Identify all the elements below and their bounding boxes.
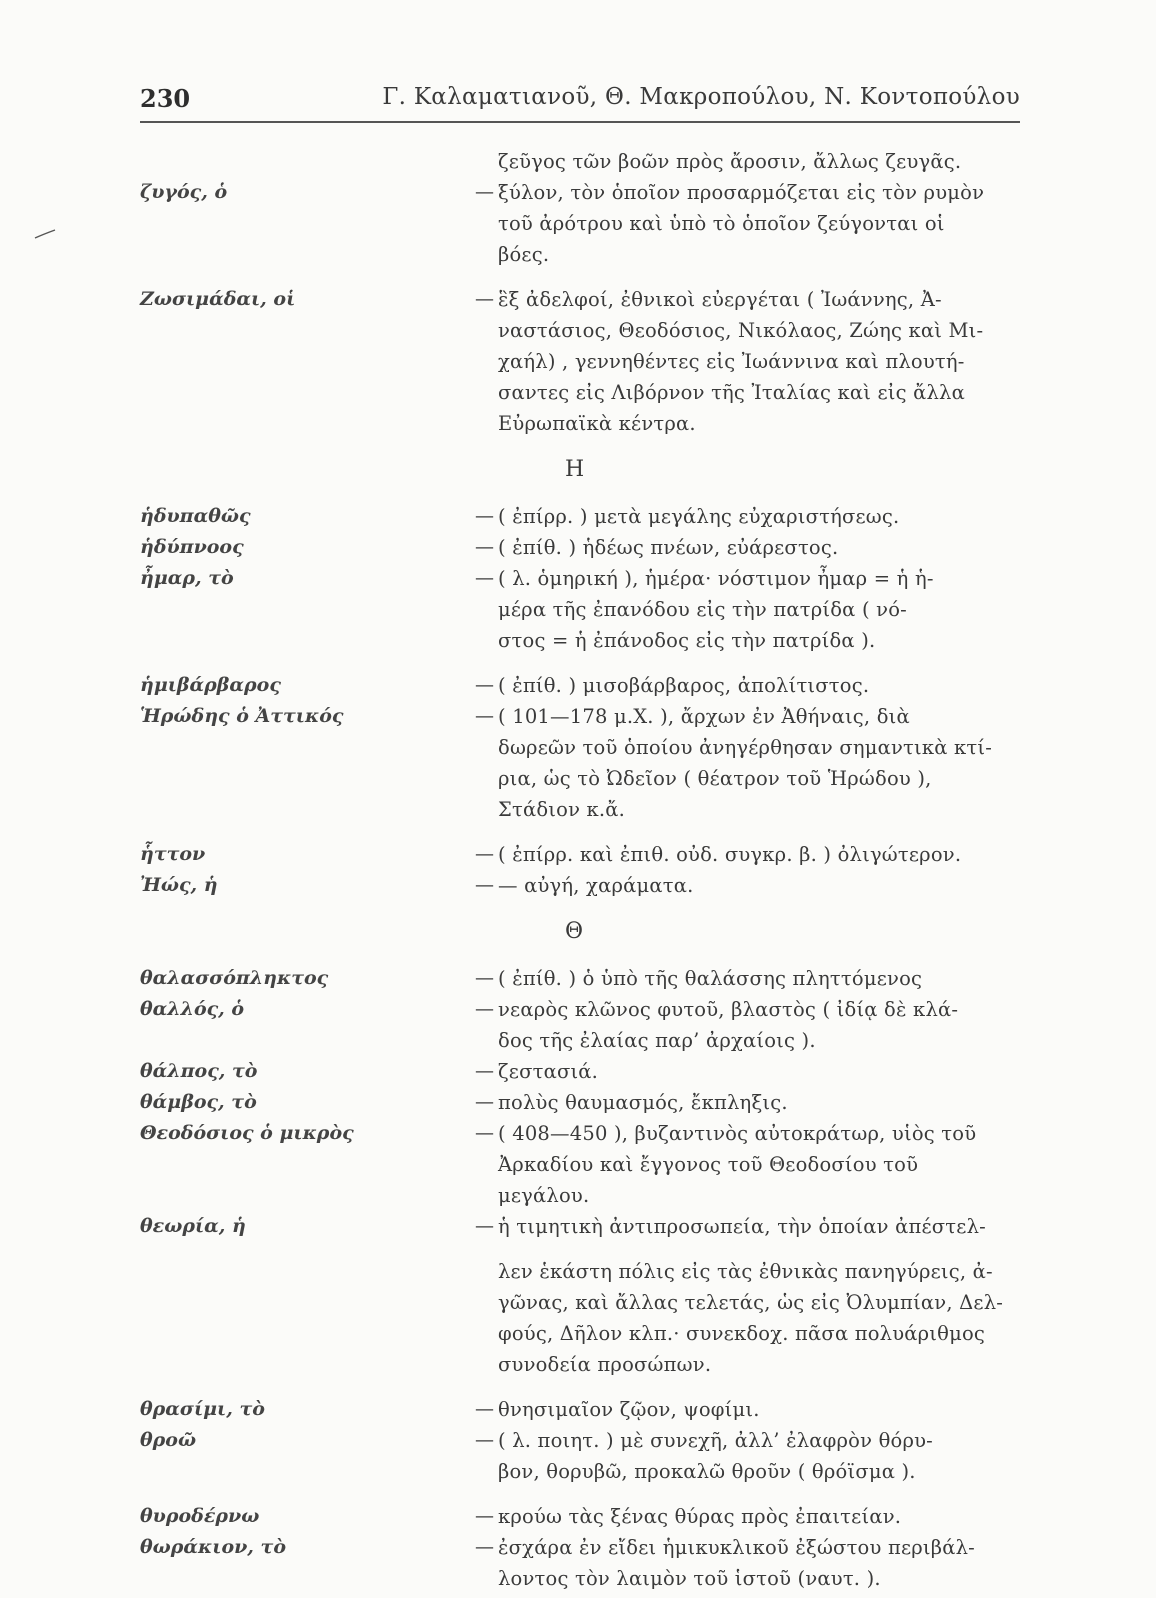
headword: ἦμαρ, τὸ: [140, 567, 234, 589]
definition-continuation-text: βον, θορυβῶ, προκαλῶ θροῦν ( θρόϊσμα ).: [498, 1460, 916, 1483]
entry-continuation: [140, 1260, 1020, 1291]
definition-text: ( 101—178 μ.Χ. ), ἄρχων ἐν Ἀθήναις, διὰ: [498, 705, 910, 728]
entry-gap: [140, 1491, 1020, 1505]
headword: θαλασσόπληκτος: [140, 967, 329, 989]
definition-text: ( ἐπίρρ. ) μετὰ μεγάλης εὐχαριστήσεως.: [498, 505, 900, 528]
headword: θωράκιον, τὸ: [140, 1536, 286, 1558]
headword: θάλπος, τὸ: [140, 1060, 258, 1082]
definition-continuation-text: σαντες εἰς Λιβόρνον τῆς Ἰταλίας καὶ εἰς ἄλλα: [498, 381, 965, 404]
definition-continuation-text: βόες.: [498, 243, 550, 266]
entry-dash: —: [475, 998, 494, 1020]
definition-continuation-text: γῶνας, καὶ ἄλλας τελετάς, ὡς εἰς Ὀλυμπίαν, Δελ-: [498, 1291, 1004, 1314]
entry-gap: [140, 660, 1020, 674]
dictionary-entry: [140, 505, 1020, 536]
entry-continuation: [140, 319, 1020, 350]
entry-dash: —: [475, 1060, 494, 1082]
entry-dash: —: [475, 1398, 494, 1420]
page-header: [140, 84, 1020, 124]
definition-text: — αὐγή, χαράματα.: [498, 874, 694, 897]
definition-continuation-text: ζεῦγος τῶν βοῶν πρὸς ἄροσιν, ἄλλως ζευγᾶς.: [498, 150, 962, 173]
definition-text: θνησιμαῖον ζῷον, ψοφίμι.: [498, 1398, 760, 1421]
dictionary-entry: [140, 674, 1020, 705]
definition-text: κρούω τὰς ξένας θύρας πρὸς ἐπαιτείαν.: [498, 1505, 902, 1528]
entry-dash: —: [475, 705, 494, 727]
entry-continuation: [140, 150, 1020, 181]
definition-text: ( λ. ποιητ. ) μὲ συνεχῆ, ἀλλ’ ἐλαφρὸν θόρυ-: [498, 1429, 933, 1452]
entry-continuation: [140, 381, 1020, 412]
definition-continuation-text: Στάδιον κ.ἄ.: [498, 798, 626, 821]
definition-continuation-text: τοῦ ἀρότρου καὶ ὑπὸ τὸ ὁποῖον ζεύγονται οἱ: [498, 212, 945, 235]
definition-continuation-text: μέρα τῆς ἐπανόδου εἰς τὴν πατρίδα ( νό-: [498, 598, 907, 621]
entry-continuation: [140, 1153, 1020, 1184]
entry-continuation: [140, 736, 1020, 767]
dictionary-entry: [140, 1060, 1020, 1091]
definition-continuation-text: Εὐρωπαϊκὰ κέντρα.: [498, 412, 696, 435]
dictionary-entry: [140, 536, 1020, 567]
dictionary-entry: [140, 288, 1020, 319]
definition-text: ( ἐπίρρ. καὶ ἐπιθ. οὐδ. συγκρ. β. ) ὀλιγώτερον.: [498, 843, 962, 866]
definition-continuation-text: δωρεῶν τοῦ ὁποίου ἀνηγέρθησαν σημαντικὰ κτί-: [498, 736, 993, 759]
headword: θυροδέρνω: [140, 1505, 260, 1527]
definition-text: ( ἐπίθ. ) μισοβάρβαρος, ἀπολίτιστος.: [498, 674, 870, 697]
definition-text: ἐσχάρα ἐν εἴδει ἡμικυκλικοῦ ἐξώστου περιβάλ-: [498, 1536, 975, 1559]
entry-continuation: [140, 1460, 1020, 1491]
dictionary-entry: [140, 1122, 1020, 1153]
dictionary-entry: [140, 567, 1020, 598]
entry-continuation: [140, 598, 1020, 629]
entry-continuation: [140, 1322, 1020, 1353]
headword: Ἠώς, ἡ: [140, 874, 218, 896]
headword: ἧττον: [140, 843, 206, 865]
entry-dash: —: [475, 967, 494, 989]
headword: θάμβος, τὸ: [140, 1091, 257, 1113]
headword: ἡδύπνοος: [140, 536, 244, 558]
entry-dash: —: [475, 288, 494, 310]
definition-text: ( 408—450 ), βυζαντινὸς αὐτοκράτωρ, υἱὸς τοῦ: [498, 1122, 977, 1145]
entry-dash: —: [475, 1091, 494, 1113]
entry-gap: [140, 829, 1020, 843]
definition-text: ( ἐπίθ. ) ὁ ὑπὸ τῆς θαλάσσης πληττόμενος: [498, 967, 923, 990]
entry-dash: —: [475, 1536, 494, 1558]
headword: ἡδυπαθῶς: [140, 505, 251, 527]
entry-continuation: [140, 243, 1020, 274]
headword: Θεοδόσιος ὁ μικρὸς: [140, 1122, 354, 1144]
dictionary-entry: [140, 1398, 1020, 1429]
dictionary-entry: [140, 967, 1020, 998]
definition-text: ζεστασιά.: [498, 1060, 599, 1083]
definition-continuation-text: μεγάλου.: [498, 1184, 590, 1207]
entry-dash: —: [475, 181, 494, 203]
entry-dash: —: [475, 1215, 494, 1237]
definition-continuation-text: χαήλ) , γεννηθέντες εἰς Ἰωάννινα καὶ πλουτή-: [498, 350, 965, 373]
header-rule: [140, 121, 1020, 123]
entry-dash: —: [475, 505, 494, 527]
entry-dash: —: [475, 874, 494, 896]
entry-continuation: [140, 1291, 1020, 1322]
section-letter: [140, 443, 1020, 505]
entry-dash: —: [475, 567, 494, 589]
entry-gap: [140, 1384, 1020, 1398]
dictionary-entry: [140, 843, 1020, 874]
definition-text: ( λ. ὁμηρική ), ἡμέρα· νόστιμον ἦμαρ = ἡ ἡ-: [498, 567, 934, 590]
entry-continuation: [140, 1567, 1020, 1598]
entry-continuation: [140, 798, 1020, 829]
headword: ἡμιβάρβαρος: [140, 674, 281, 696]
section-letter-text: Θ: [565, 919, 584, 944]
definition-text: νεαρὸς κλῶνος φυτοῦ, βλαστὸς ( ἰδίᾳ δὲ κλά-: [498, 998, 959, 1021]
definition-text: ἡ τιμητικὴ ἀντιπροσωπεία, τὴν ὁποίαν ἀπέστελ-: [498, 1215, 986, 1238]
dictionary-entry: [140, 705, 1020, 736]
headword: ζυγός, ὁ: [140, 181, 228, 203]
definition-continuation-text: φούς, Δῆλον κλπ.· συνεκδοχ. πᾶσα πολυάριθμος: [498, 1322, 986, 1345]
dictionary-entry: [140, 998, 1020, 1029]
headword: θρασίμι, τὸ: [140, 1398, 265, 1420]
dictionary-entry: [140, 1215, 1020, 1246]
headword: θροῶ: [140, 1429, 197, 1451]
entry-dash: —: [475, 843, 494, 865]
dictionary-entry: [140, 1536, 1020, 1567]
entry-continuation: [140, 212, 1020, 243]
entry-dash: —: [475, 1122, 494, 1144]
definition-text: πολὺς θαυμασμός, ἔκπληξις.: [498, 1091, 788, 1114]
entry-continuation: [140, 350, 1020, 381]
definition-text: ἓξ ἀδελφοί, ἐθνικοὶ εὐεργέται ( Ἰωάννης, Ἀ-: [498, 288, 942, 311]
entry-continuation: [140, 629, 1020, 660]
dictionary-entry: [140, 1091, 1020, 1122]
headword: Ἡρώδης ὁ Ἀττικός: [140, 705, 344, 727]
headword: θαλλός, ὁ: [140, 998, 245, 1020]
definition-continuation-text: δος τῆς ἐλαίας παρ’ ἀρχαίοις ).: [498, 1029, 816, 1052]
page-number: 230: [140, 84, 191, 113]
definition-continuation-text: συνοδεία προσώπων.: [498, 1353, 712, 1376]
definition-text: ( ἐπίθ. ) ἡδέως πνέων, εὐάρεστος.: [498, 536, 839, 559]
definition-continuation-text: στος = ἡ ἐπάνοδος εἰς τὴν πατρίδα ).: [498, 629, 876, 652]
entry-continuation: [140, 412, 1020, 443]
entry-dash: —: [475, 1505, 494, 1527]
section-letter: [140, 905, 1020, 967]
definition-text: ξύλον, τὸν ὁποῖον προσαρμόζεται εἰς τὸν ρυμὸν: [498, 181, 985, 204]
entry-continuation: [140, 767, 1020, 798]
entry-dash: —: [475, 674, 494, 696]
dictionary-entry: [140, 874, 1020, 905]
running-title: Γ. Καλαματιανοῦ, Θ. Μακροπούλου, Ν. Κοντοπούλου: [382, 84, 1020, 110]
headword: Ζωσιμάδαι, οἱ: [140, 288, 296, 310]
definition-continuation-text: Ἀρκαδίου καὶ ἔγγονος τοῦ Θεοδοσίου τοῦ: [498, 1153, 919, 1176]
headword: θεωρία, ἡ: [140, 1215, 246, 1237]
definition-continuation-text: ρια, ὡς τὸ Ὠδεῖον ( θέατρον τοῦ Ἡρώδου ),: [498, 767, 932, 790]
entry-continuation: [140, 1184, 1020, 1215]
definition-continuation-text: λεν ἑκάστη πόλις εἰς τὰς ἐθνικὰς πανηγύρεις, ἀ-: [498, 1260, 993, 1283]
entry-gap: [140, 1246, 1020, 1260]
entry-gap: [140, 274, 1020, 288]
entry-dash: —: [475, 1429, 494, 1451]
dictionary-body: [140, 150, 1020, 1590]
definition-continuation-text: ναστάσιος, Θεοδόσιος, Νικόλαος, Ζώης καὶ Μι-: [498, 319, 984, 342]
entry-dash: —: [475, 536, 494, 558]
section-letter-text: Η: [565, 457, 585, 482]
entry-continuation: [140, 1029, 1020, 1060]
dictionary-entry: [140, 1505, 1020, 1536]
entry-continuation: [140, 1353, 1020, 1384]
pen-mark-icon: [34, 229, 56, 239]
dictionary-entry: [140, 1429, 1020, 1460]
dictionary-entry: [140, 181, 1020, 212]
definition-continuation-text: λοντος τὸν λαιμὸν τοῦ ἱστοῦ (ναυτ. ).: [498, 1567, 881, 1590]
